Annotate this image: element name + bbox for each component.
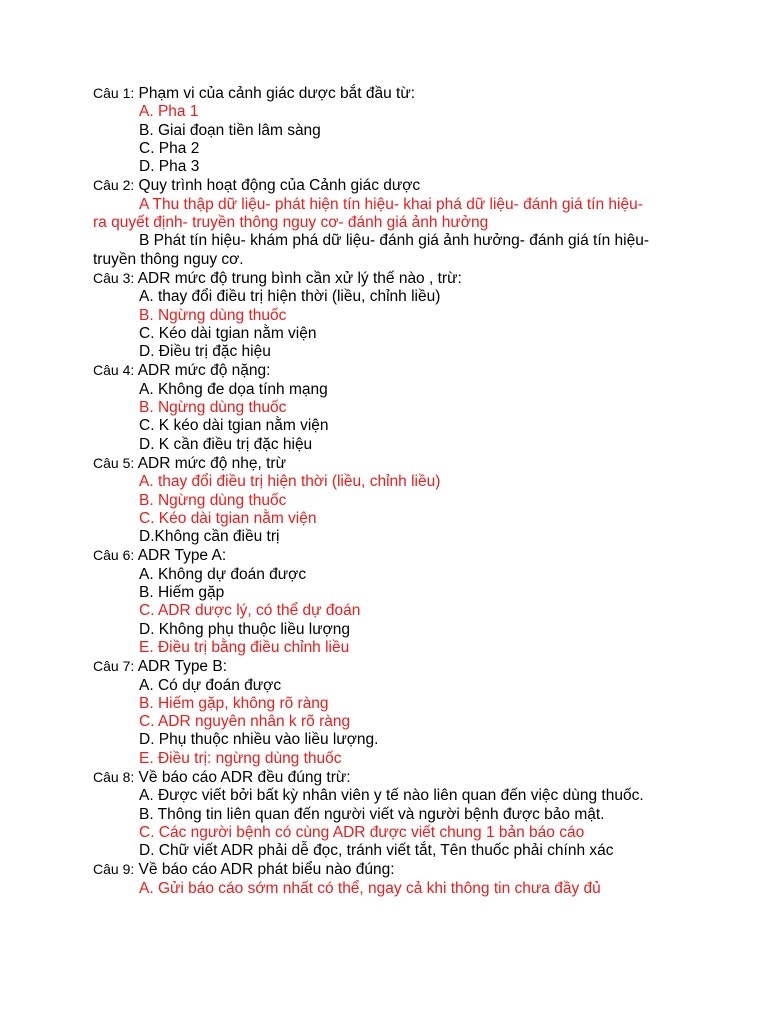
question-line [93,269,673,288]
answer-option-correct: E. Điều trị: ngừng dùng thuốc [139,749,342,767]
answer-option: D. Pha 3 [139,158,200,176]
question-number: Câu 4: [93,362,135,379]
answer-option: B. Hiếm gặp [139,584,225,602]
question-text: ADR Type B: [134,658,228,676]
answer-option: D. Không phụ thuộc liều lượng [139,620,350,638]
question-5 [0,454,768,546]
document-page [0,84,768,898]
question-3 [0,269,768,361]
answer-option: D. Phụ thuộc nhiều vào liều lượng. [139,731,379,749]
answer-option-correct: C. ADR dược lý, có thể dự đoán [139,602,361,620]
answer-option: B Phát tín hiệu- khám phá dữ liệu- đánh giá ảnh hưởng- đánh giá tín hiệu- truyền thông nguy cơ. [93,232,650,268]
question-line [93,176,673,195]
question-4 [0,361,768,453]
answer-option-correct: C. Kéo dài tgian nằm viện [139,509,317,527]
answer-option-correct: B. Ngừng dùng thuốc [139,399,287,417]
question-text: Quy trình hoạt động của Cảnh giác dược [134,177,421,195]
question-line [93,546,673,565]
answer-option-correct: A. thay đổi điều trị hiện thời (liều, chỉnh liều) [139,473,441,491]
question-text: Về báo cáo ADR phát biểu nào đúng: [134,861,395,879]
question-number: Câu 1: [93,85,135,101]
question-text: ADR Type A: [134,547,227,565]
question-number: Câu 8: [93,768,135,785]
answer-option: C. Kéo dài tgian nằm viện [139,324,317,342]
question-7 [0,657,768,768]
answer-option-correct: A. Gửi báo cáo sớm nhất có thể, ngay cả khi thông tin chưa đầy đủ [139,879,601,897]
answer-option-correct: B. Hiếm gặp, không rõ ràng [139,694,329,712]
question-1 [0,84,768,176]
answer-option-correct: A Thu thập dữ liệu- phát hiện tín hiệu- khai phá dữ liệu- đánh giá tín hiệu- ra quyết định- truyền thông nguy cơ- đánh giá ảnh hưởng [93,195,643,232]
answer-option-correct: E. Điều trị bằng điều chỉnh liều [139,638,350,656]
answer-option-correct: B. Ngừng dùng thuốc [139,491,287,509]
question-number: Câu 2: [93,177,135,194]
answer-option: A. thay đổi điều trị hiện thời (liều, chỉnh liều) [139,288,441,306]
question-line [93,361,673,380]
answer-option: D. K cần điều trị đặc hiệu [139,435,313,453]
answer-option: A. Không đe dọa tính mạng [139,380,328,398]
question-line [93,860,673,879]
question-text: ADR mức độ nặng: [134,362,271,380]
answer-option: D. Chữ viết ADR phải dễ đọc, tránh viết tắt, Tên thuốc phải chính xác [139,842,614,860]
answer-option-correct: C. Các người bệnh có cùng ADR được viết chung 1 bản báo cáo [139,823,585,841]
answer-option-correct: B. Ngừng dùng thuốc [139,306,287,324]
question-text: Phạm vi của cảnh giác dược bắt đầu từ: [134,85,416,102]
answer-option: C. K kéo dài tgian nằm viện [139,417,329,435]
question-6 [0,546,768,657]
question-line [93,657,673,676]
question-text: ADR mức độ nhẹ, trừ [134,454,286,472]
question-8 [0,768,768,860]
answer-option: A. Được viết bởi bất kỳ nhân viên y tế nào liên quan đến việc dùng thuốc. [139,787,644,805]
answer-option: D.Không cần điều trị [139,528,280,546]
question-line [93,768,673,787]
answer-option: A. Có dự đoán được [139,676,282,694]
answer-option-correct: A. Pha 1 [139,103,199,121]
answer-option: D. Điều trị đặc hiệu [139,343,271,361]
question-2 [0,176,768,268]
answer-option: B. Giai đoạn tiền lâm sàng [139,121,321,139]
question-9 [0,860,768,898]
question-number: Câu 7: [93,658,135,675]
question-number: Câu 6: [93,547,135,564]
question-text: ADR mức độ trung bình cần xử lý thế nào , trừ: [134,269,462,287]
question-number: Câu 3: [93,269,135,286]
answer-option: C. Pha 2 [139,139,200,157]
question-text: Về báo cáo ADR đều đúng trừ: [134,768,351,786]
answer-option: B. Thông tin liên quan đến người viết và người bệnh được bảo mật. [139,805,605,823]
question-line [93,454,673,473]
question-number: Câu 5: [93,454,135,471]
answer-option: A. Không dự đoán được [139,565,307,583]
answer-option-correct: C. ADR nguyên nhân k rõ ràng [139,713,351,731]
question-line [93,84,673,103]
question-number: Câu 9: [93,861,135,878]
